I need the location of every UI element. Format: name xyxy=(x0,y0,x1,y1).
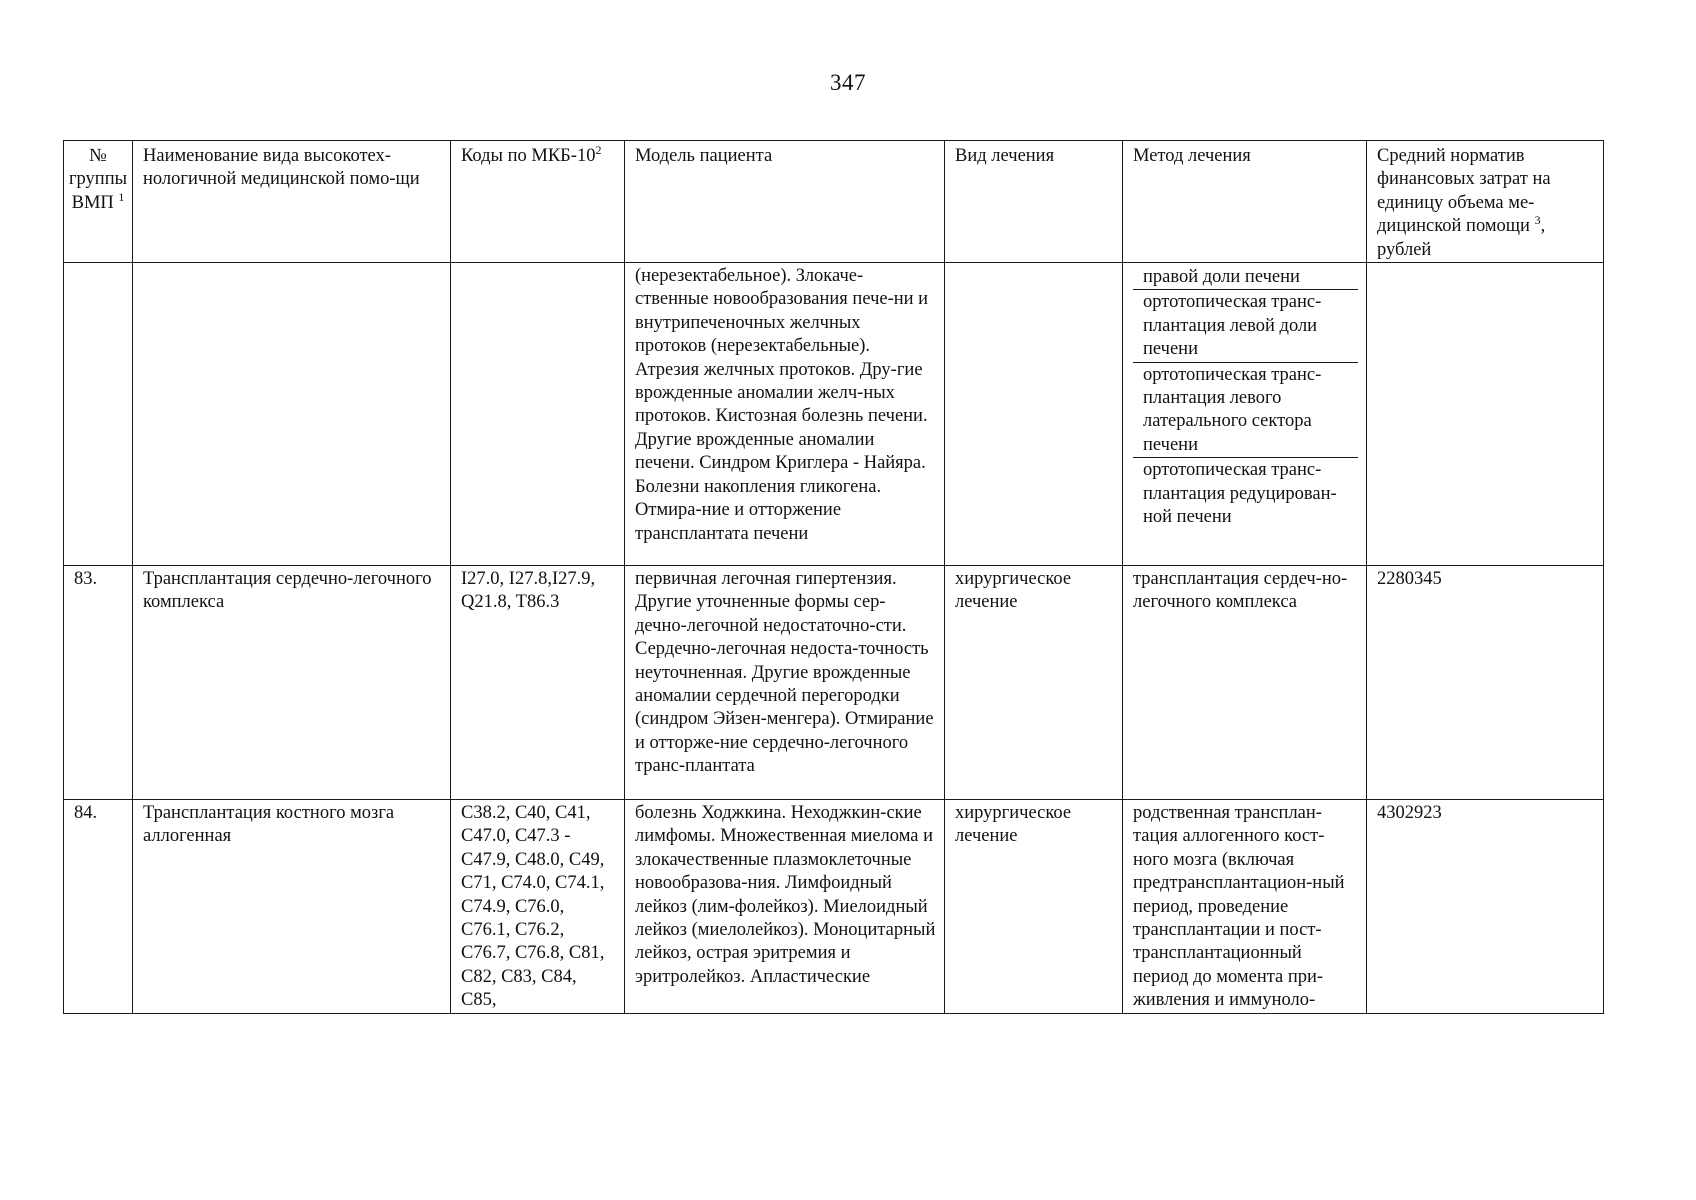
cell-codes: C38.2, C40, C41, C47.0, C47.3 - C47.9, C48.0, C49, C71, C74.0, C74.1, C74.9, C76.0, C76.1, C76.2, C76.7, C76.8, C81, C82, C83, C84, C85, xyxy=(451,800,625,1014)
cell-treatment-type: хирургическое лечение xyxy=(945,800,1123,1014)
cell-name: Трансплантация сердечно-легочного комплекса xyxy=(133,566,451,800)
cell-treatment-method: трансплантация сердеч-но-легочного комплекса xyxy=(1123,566,1367,800)
cell-patient-model: первичная легочная гипертензия. Другие уточненные формы сер-дечно-легочной недостаточно-сти. Сердечно-легочная недоста-точность неуточненная. Другие врожденные аномалии сердечной перегородки (синдром Эйзен-менгера). Отмирание и отторже-ние сердечно-легочного транс-плантата xyxy=(625,566,945,800)
header-codes: Коды по МКБ-$10^2$ xyxy=(451,141,625,263)
cell-cost: 4302923 xyxy=(1367,800,1604,1014)
method-block: правой доли печени xyxy=(1133,265,1358,290)
footnote-2: 2 xyxy=(595,143,602,157)
method-block: ортотопическая транс-плантация редуцирован-ной печени xyxy=(1143,460,1337,528)
cell-cost xyxy=(1367,263,1604,566)
cell-number: 84. xyxy=(64,800,133,1014)
cell-treatment-method: родственная трансплан-тация аллогенного кост-ного мозга (включая предтрансплантацион-ный период, проведение трансплантации и пост-трансплантационный период до момента при-живления и иммуноло- xyxy=(1123,800,1367,1014)
header-cost: Средний норматив финансовых затрат на единицу объема ме-дицинской помощи $^3$, рублей xyxy=(1367,141,1604,263)
cell-codes xyxy=(451,263,625,566)
cell-number xyxy=(64,263,133,566)
footnote-1: 1 xyxy=(118,189,125,204)
header-treatment-method: Метод лечения xyxy=(1123,141,1367,263)
method-block: ортотопическая транс-плантация левой доли печени xyxy=(1133,290,1358,362)
cell-treatment-type: хирургическое лечение xyxy=(945,566,1123,800)
cell-patient-model: (нерезектабельное). Злокаче-ственные новообразования пече-ни и внутрипеченочных желчных протоков (нерезектабельные). Атрезия желчных протоков. Дру-гие врожденные аномалии желч-ных протоков. Кистозная болезнь печени. Другие врожденные аномалии печени. Синдром Криглера - Найяра. Болезни накопления гликогена. Отмира-ние и отторжение трансплантата печени xyxy=(625,263,945,566)
page-number: 347 xyxy=(830,70,866,95)
cell-codes: I27.0, I27.8,I27.9, Q21.8, T86.3 xyxy=(451,566,625,800)
header-patient-model: Модель пациента xyxy=(625,141,945,263)
cell-cost: 2280345 xyxy=(1367,566,1604,800)
cell-name: Трансплантация костного мозга аллогенная xyxy=(133,800,451,1014)
header-name: Наименование вида высокотех-нологичной медицинской помо-щи xyxy=(133,141,451,263)
table-header-row xyxy=(64,141,1604,263)
table-row-continuation xyxy=(64,263,1604,566)
header-treatment-type: Вид лечения xyxy=(945,141,1123,263)
header-group-no: № группы ВМП $^1$ xyxy=(64,141,133,263)
cell-treatment-type xyxy=(945,263,1123,566)
table-row-84 xyxy=(64,800,1604,1014)
cell-name xyxy=(133,263,451,566)
cell-treatment-method xyxy=(1123,263,1367,566)
cell-patient-model: болезнь Ходжкина. Неходжкин-ские лимфомы. Множественная миелома и злокачественные плазмоклеточные новообразова-ния. Лимфоидный лейкоз (лим-фолейкоз). Миелоидный лейкоз (миелолейкоз). Моноцитарный лейкоз, острая эритремия и эритролейкоз. Апластические xyxy=(625,800,945,1014)
vmp-table xyxy=(63,140,1604,1014)
cell-number: 83. xyxy=(64,566,133,800)
table-row-83 xyxy=(64,566,1604,800)
method-block: ортотопическая транс-плантация левого латерального сектора печени xyxy=(1133,363,1358,459)
footnote-3: 3 xyxy=(1534,213,1541,228)
